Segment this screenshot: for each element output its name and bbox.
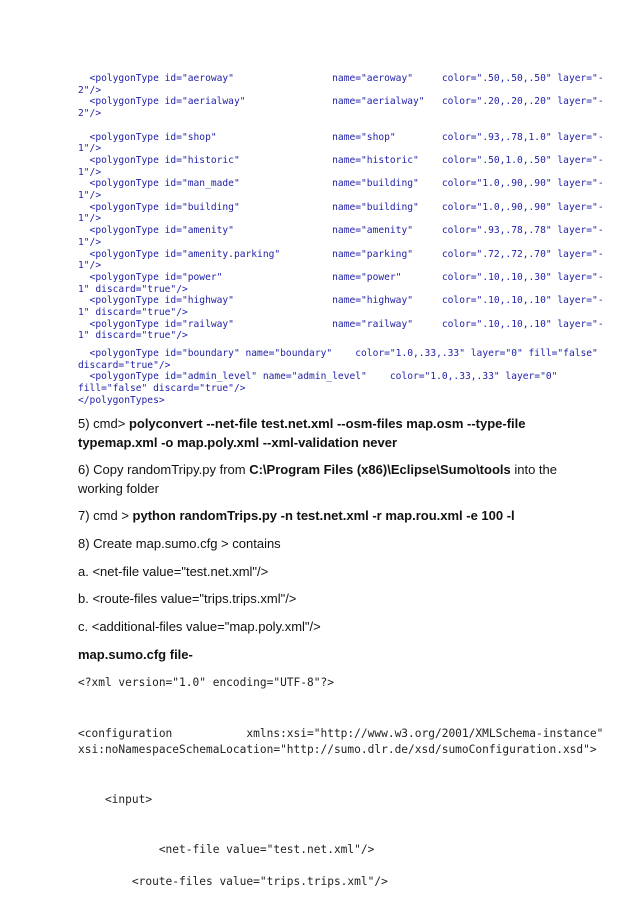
- step-8: 8) Create map.sumo.cfg > contains: [78, 536, 281, 551]
- polygon-type-line: <polygonType id="aerialway" name="aerialway" color=".20,.20,.20" layer="-: [78, 96, 604, 108]
- polygon-type-line: <polygonType id="power" name="power" color=".10,.10,.30" layer="-: [78, 271, 604, 283]
- polygon-type-line-cont: 1"/>: [78, 213, 102, 225]
- item-b: b. <route-files value="trips.trips.xml"/>: [78, 591, 297, 606]
- polygon-type-line: <polygonType id="railway" name="railway" color=".10,.10,.10" layer="-: [78, 318, 604, 330]
- step-5: [78, 414, 568, 452]
- polygon-type-line-cont: 1" discard="true"/>: [78, 307, 188, 319]
- item-a: a. <net-file value="test.net.xml"/>: [78, 564, 269, 579]
- step-5-command: polyconvert --net-file test.net.xml --osm-files map.osm --type-file typemap.xml -o map.poly.xml --xml-validation never: [78, 416, 526, 450]
- input-open-tag: <input>: [78, 793, 153, 806]
- polygon-type-line-cont: 1"/>: [78, 190, 102, 202]
- step-6: [78, 460, 568, 498]
- xml-declaration: <?xml version="1.0" encoding="UTF-8"?>: [78, 676, 334, 689]
- polygon-type-line: <polygonType id="amenity" name="amenity" color=".93,.78,.78" layer="-: [78, 225, 604, 237]
- step-5-prefix: 5) cmd>: [78, 416, 129, 431]
- polygon-type-line-cont: 2"/>: [78, 84, 102, 96]
- polygon-type-line-cont: 1" discard="true"/>: [78, 283, 188, 295]
- polygon-type-line: <polygonType id="building" name="building" color="1.0,.90,.90" layer="-: [78, 201, 604, 213]
- polygon-type-line-cont: 1"/>: [78, 260, 102, 272]
- polygon-type-line-cont: 1"/>: [78, 166, 102, 178]
- polygon-type-line: <polygonType id="man_made" name="building" color="1.0,.90,.90" layer="-: [78, 178, 604, 190]
- step-6-path: C:\Program Files (x86)\Eclipse\Sumo\tools: [249, 462, 511, 477]
- polygon-type-line: <polygonType id="amenity.parking" name="parking" color=".72,.72,.70" layer="-: [78, 248, 604, 260]
- polygon-type-line: <polygonType id="aeroway" name="aeroway" color=".50,.50,.50" layer="-: [78, 73, 604, 84]
- admin-level-line-2: fill="false" discard="true"/>: [78, 383, 246, 395]
- polygon-type-line: <polygonType id="highway" name="highway" color=".10,.10,.10" layer="-: [78, 295, 604, 307]
- admin-level-line-1: <polygonType id="admin_level" name="admin_level" color="1.0,.33,.33" layer="0": [78, 371, 558, 383]
- net-file-line: <net-file value="test.net.xml"/>: [78, 843, 375, 856]
- typemap-code-block: [78, 73, 604, 342]
- cfg-heading-text: map.sumo.cfg file-: [78, 647, 193, 662]
- configuration-line-2: xsi:noNamespaceSchemaLocation="http://sumo.dlr.de/xsd/sumoConfiguration.xsd">: [78, 743, 597, 756]
- group-spacer: [78, 120, 578, 132]
- step-6-suffix: into the working folder: [78, 462, 557, 496]
- cfg-heading: [78, 645, 568, 664]
- configuration-line-1: <configuration xmlns:xsi="http://www.w3.org/2001/XMLSchema-instance": [78, 727, 604, 740]
- polygon-type-line-cont: 1"/>: [78, 236, 102, 248]
- step-6-prefix: 6) Copy randomTripy.py from: [78, 462, 250, 477]
- polygon-type-line: <polygonType id="shop" name="shop" color=".93,.78,1.0" layer="-: [78, 131, 604, 143]
- boundary-line-2: discard="true"/>: [78, 359, 171, 371]
- polygon-type-line-cont: 1"/>: [78, 143, 102, 155]
- boundary-code-block: [78, 348, 598, 407]
- step-7: [78, 506, 568, 525]
- route-files-line: <route-files value="trips.trips.xml"/>: [78, 875, 388, 888]
- boundary-line-1: <polygonType id="boundary" name="boundary" color="1.0,.33,.33" layer="0" fill="false": [78, 348, 598, 359]
- polygon-type-line-cont: 2"/>: [78, 108, 102, 120]
- item-c: c. <additional-files value="map.poly.xml"/>: [78, 619, 321, 634]
- polygon-types-closing: </polygonTypes>: [78, 394, 165, 406]
- step-7-prefix: 7) cmd >: [78, 508, 133, 523]
- polygon-type-line-cont: 1" discard="true"/>: [78, 330, 188, 342]
- step-7-command: python randomTrips.py -n test.net.xml -r map.rou.xml -e 100 -l: [132, 508, 515, 523]
- polygon-type-line: <polygonType id="historic" name="historic" color=".50,1.0,.50" layer="-: [78, 154, 604, 166]
